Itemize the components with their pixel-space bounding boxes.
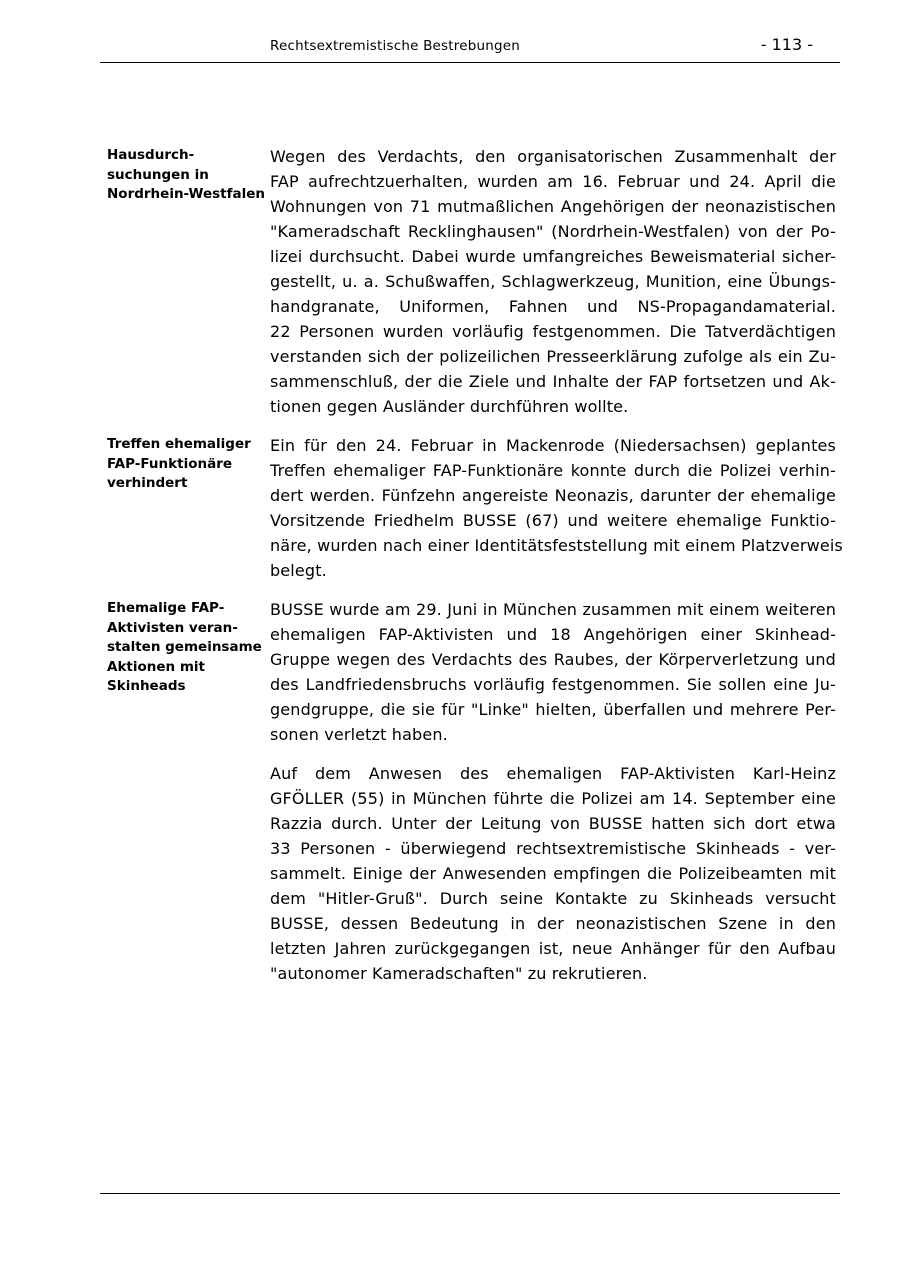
paragraph: Ein für den 24. Februar in Mackenrode (Niedersachsen) geplantes Treffen ehemaliger FAP-Funktionäre konnte durch die Polizei verhin- dert werden. Fünfzehn angereiste Neonazis, darunter der ehemalige Vorsitzende Friedhelm BUSSE (67) und weitere ehemalige Funktio- näre, wurden nach einer Identitätsfeststellung mit einem Platzverweis belegt. [270,436,843,580]
footer-rule [100,1193,840,1194]
margin-heading: Treffen ehemaliger FAP-Funktionäre verhindert [107,436,251,491]
paragraph: Auf dem Anwesen des ehemaligen FAP-Aktivisten Karl-Heinz GFÖLLER (55) in München führte die Polizei am 14. September eine Razzia durch. Unter der Leitung von BUSSE hatten sich dort etwa 33 Personen - überwiegend rechtsextremistische Skinheads - ver- sammelt. Einige der Anwesenden empfingen die Polizeibeamten mit dem "Hitler-Gruß". Durch seine Kontakte zu Skinheads versucht BUSSE, dessen Bedeutung in der neonazistischen Szene in den letzten Jahren zurückgegangen ist, neue Anhänger für den Aufbau "autonomer Kameradschaften" zu rekrutieren. [270,764,836,983]
page-header [100,34,840,63]
margin-heading: Hausdurch- suchungen in Nordrhein-Westfalen [107,147,265,202]
margin-heading: Ehemalige FAP- Aktivisten veran- stalten gemeinsame Aktionen mit Skinheads [107,600,262,694]
paragraph: BUSSE wurde am 29. Juni in München zusammen mit einem weiteren ehemaligen FAP-Aktivisten und 18 Angehörigen einer Skinhead- Gruppe wegen des Verdachts des Raubes, der Körperverletzung und des Landfriedensbruchs vorläufig festgenommen. Sie sollen eine Ju- gendgruppe, die sie für "Linke" hielten, überfallen und mehrere Per- sonen verletzt haben. [270,600,836,744]
page-number: - 113 - [760,35,813,54]
paragraph: Wegen des Verdachts, den organisatorischen Zusammenhalt der FAP aufrechtzuerhalten, wurden am 16. Februar und 24. April die Wohnungen von 71 mutmaßlichen Angehörigen der neonazistischen "Kameradschaft Recklinghausen" (Nordrhein-Westfalen) von der Po- lizei durchsucht. Dabei wurde umfangreiches Beweismaterial sicher- gestellt, u. a. Schußwaffen, Schlagwerkzeug, Munition, eine Übungs- handgranate, Uniformen, Fahnen und NS-Propagandamaterial. 22 Personen wurden vorläufig festgenommen. Die Tatverdächtigen verstanden sich der polizeilichen Presseerklärung zufolge als ein Zu- sammenschluß, der die Ziele und Inhalte der FAP fortsetzen und Ak- tionen gegen Ausländer durchführen wollte. [270,147,836,416]
running-title: Rechtsextremistische Bestrebungen [270,38,521,54]
